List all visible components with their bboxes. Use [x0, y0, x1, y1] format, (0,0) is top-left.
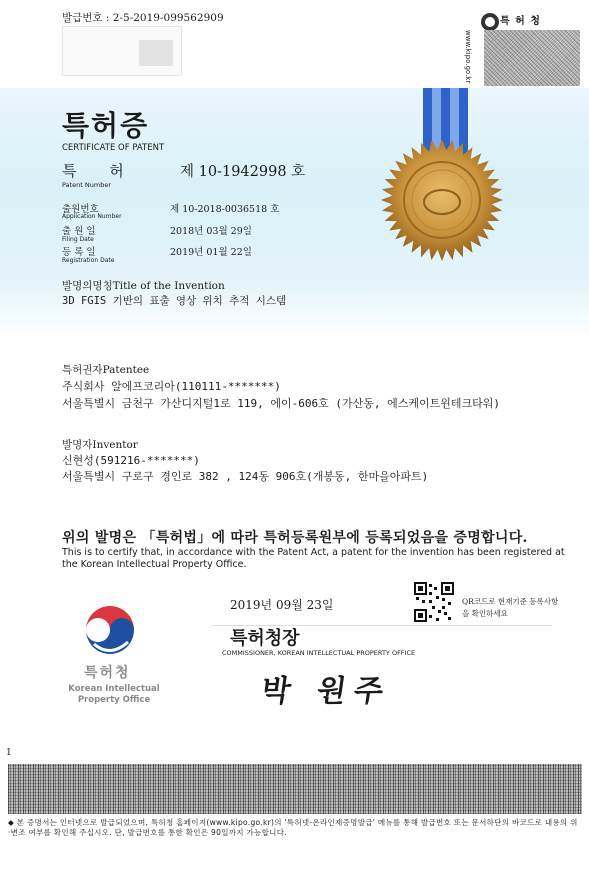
patentee-name: 주식회사 알에프코리아(110111-*******) — [62, 380, 281, 393]
qr-code-icon — [414, 582, 454, 622]
kipo-name-ko: 특허청 — [84, 665, 131, 681]
issue-date: 2019년 09월 23일 — [230, 598, 334, 612]
commissioner-title-en: COMMISSIONER, KOREAN INTELLECTUAL PROPERTY OFFICE — [222, 649, 416, 657]
filing-date-value: 2018년 03월 29일 — [170, 226, 252, 237]
registration-date-value: 2019년 01월 22일 — [170, 247, 252, 258]
commissioner-signature: 박 원주 — [259, 674, 394, 709]
issue-number: 발급번호 : 2-5-2019-099562909 — [62, 12, 224, 24]
document-barcode — [8, 764, 582, 814]
certificate-subtitle: CERTIFICATE OF PATENT — [62, 143, 165, 153]
application-number-value: 제 10-2018-0036518 호 — [170, 204, 280, 215]
filing-date-label-en: Filing Date — [62, 236, 94, 243]
security-pattern — [484, 30, 580, 86]
inventor-name: 신현성(591216-*******) — [62, 454, 200, 467]
inventor-heading: 발명자Inventor — [62, 439, 138, 451]
invention-title-heading: 발명의명칭Title of the Invention — [62, 280, 225, 292]
certificate-title: 특허증 — [62, 109, 150, 142]
patent-number-label-en: Patent Number — [62, 181, 112, 189]
kipo-stamp-icon — [480, 12, 500, 32]
filing-date-label: 출 원 일 — [62, 226, 96, 237]
registration-date-label-en: Registration Date — [62, 257, 115, 264]
certification-statement-ko: 위의 발명은 「특허법」에 따라 특허등록원부에 등록되었음을 증명합니다. — [62, 530, 528, 546]
kipo-name-en: Korean Intellectual Property Office — [68, 684, 160, 705]
patent-number-label: 특 허 — [62, 162, 138, 180]
application-number-label: 출원번호 — [62, 204, 99, 215]
patentee-address: 서울특별시 금천구 가산디지털1로 119, 에이-606호 (가산동, 에스케이트윈테크타워) — [62, 397, 500, 410]
commissioner-title: 특허청장 — [230, 628, 300, 649]
page-number: 1 — [6, 748, 12, 758]
verification-notice: ◆ 본 증명서는 인터넷으로 발급되었으며, 특허청 홈페이지(www.kipo.go.kr)의 '특허넷-온라인제증명발급' 메뉴를 통해 발급번호 또는 문서하단의 바코드로 내용의 위·변조 여부를 확인해 주십시오. 단, 발급번호를 통한 확인은 90일까지 가능합니다. — [8, 818, 578, 837]
application-number-label-en: Application Number — [62, 213, 122, 220]
patent-number-value: 제 10-1942998 호 — [180, 164, 306, 180]
kipo-logo-icon — [82, 600, 138, 658]
kipo-stamp-label: 특 허 청 — [500, 16, 541, 27]
invention-title-value: 3D FGIS 기반의 표출 영상 위치 추적 시스템 — [62, 295, 287, 307]
top-barcode-image — [139, 40, 173, 66]
patentee-heading: 특허권자Patentee — [62, 364, 150, 376]
registration-date-label: 등 록 일 — [62, 247, 96, 258]
certification-statement-en: This is to certify that, in accordance with the Patent Act, a patent for the invention has been registered at the Korean Intellectual Property Office. — [62, 547, 565, 570]
qr-note: QR코드로 현재기준 등록사항을 확인하세요 — [462, 597, 559, 618]
kipo-stamp-url: www.kipo.go.kr — [464, 30, 472, 84]
inventor-address: 서울특별시 구로구 경인로 382 , 124동 906호(개봉동, 한마을아파트) — [62, 470, 429, 483]
gold-seal-icon — [380, 138, 504, 262]
